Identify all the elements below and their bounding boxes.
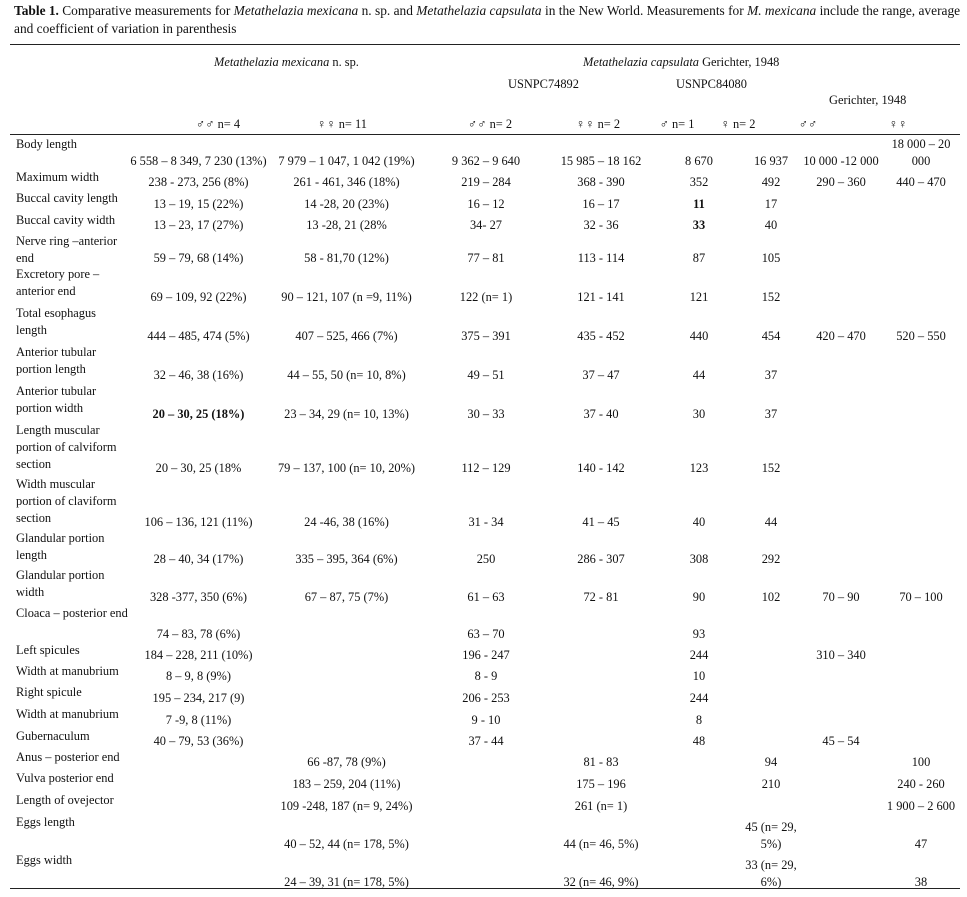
table-cell: [656, 814, 742, 852]
table-cell: 244: [689, 690, 709, 705]
table-cell: [130, 749, 267, 770]
table-cell: 6 558 – 8 349, 7 230 (13%): [130, 153, 267, 168]
header-gerichter: Gerichter, 1948: [829, 93, 907, 107]
table-cell: 79 – 137, 100 (n= 10, 20%): [277, 460, 416, 475]
table-cell: 37: [764, 367, 778, 382]
table-cell: 20 – 30, 25 (18%: [155, 460, 242, 475]
table-cell: 368 - 390: [577, 174, 625, 189]
table-cell: 286 - 307: [577, 551, 625, 566]
table-cell: [800, 476, 882, 530]
table-row: [10, 530, 960, 567]
row-label: Total esophagus length: [16, 306, 97, 337]
col-header-4: ♀♀ n= 2: [575, 117, 621, 131]
table-cell: 121 - 141: [577, 289, 625, 304]
table-cell: 219 – 284: [461, 174, 511, 189]
row-label: Left spicules: [16, 643, 80, 658]
table-cell: [656, 770, 742, 792]
table-row: [10, 684, 960, 706]
table-cell: 81 - 83: [583, 754, 619, 769]
table-cell: 24 – 39, 31 (n= 178, 5%): [284, 874, 409, 889]
table-cell: [800, 530, 882, 567]
table-cell: [656, 852, 742, 890]
table-cell: 13 -28, 21 (28%: [306, 217, 387, 232]
table-cell: 261 - 461, 346 (18%): [293, 174, 400, 189]
header-mexicana-suffix: n. sp.: [329, 55, 359, 69]
table-cell: 16 937: [753, 153, 789, 168]
table-cell: 8 670: [685, 153, 713, 168]
row-label: Vulva posterior end: [16, 771, 114, 786]
header-capsulata: [583, 55, 779, 70]
row-label: Right spicule: [16, 685, 82, 700]
table-cell: 32 – 46, 38 (16%): [153, 367, 244, 382]
table-cell: 1 900 – 2 600: [886, 798, 956, 813]
table-cell: [882, 684, 960, 706]
table-cell: 93: [692, 626, 706, 641]
table-cell: [267, 605, 426, 642]
table-cell: [546, 605, 656, 642]
header-usnpc84080: USNPC84080: [676, 77, 747, 91]
row-label: Excretory pore – anterior end: [16, 267, 100, 298]
table-cell: 37 - 40: [583, 406, 619, 421]
table-cell: 7 979 – 1 047, 1 042 (19%): [278, 153, 415, 168]
table-cell: 152: [761, 460, 781, 475]
table-cell: [882, 728, 960, 749]
row-label: Maximum width: [16, 170, 99, 185]
table-cell: 121: [689, 289, 709, 304]
col-header-3: ♂♂ n= 2: [467, 117, 513, 131]
caption-species-2: Metathelazia capsulata: [416, 3, 542, 18]
table-cell: 90: [692, 589, 706, 604]
table-cell: 440: [689, 328, 709, 343]
table-cell: 18 000 – 20 000: [891, 137, 951, 168]
table-row: [10, 663, 960, 684]
table-row: [10, 136, 960, 169]
table-cell: [800, 605, 882, 642]
table-cell: 10: [692, 668, 706, 683]
table-cell: 123: [689, 460, 709, 475]
caption-species-1: Metathelazia mexicana: [233, 3, 359, 18]
row-label: Anterior tubular portion width: [16, 384, 97, 415]
row-label: Glandular portion width: [16, 568, 105, 599]
table-cell: [130, 770, 267, 792]
header-rule: [10, 134, 960, 135]
table-cell: [546, 728, 656, 749]
table-cell: 32 (n= 46, 9%): [563, 874, 639, 889]
row-label: Length of ovejector: [16, 793, 114, 808]
table-cell: 210: [761, 776, 781, 791]
table-cell: 454: [761, 328, 781, 343]
table-cell: 238 - 273, 256 (8%): [148, 174, 249, 189]
row-label: Body length: [16, 137, 77, 151]
table-cell: 8 – 9, 8 (9%): [165, 668, 232, 683]
table-cell: 69 – 109, 92 (22%): [150, 289, 247, 304]
col-header-7: ♂♂: [798, 117, 818, 131]
col-header-6: ♀ n= 2: [720, 117, 756, 131]
table-label: Table 1.: [14, 3, 59, 18]
table-cell: 48: [692, 733, 706, 748]
table-cell: 34- 27: [469, 217, 502, 232]
table-cell: 70 – 100: [899, 589, 943, 604]
table-cell: 420 – 470: [816, 328, 866, 343]
table-cell: 16 – 17: [582, 196, 620, 211]
table-cell: [426, 770, 546, 792]
caption-text-2: n. sp. and: [358, 3, 417, 18]
table-row: [10, 305, 960, 344]
caption-text-1: Comparative measurements for: [58, 3, 234, 18]
table-cell: 240 - 260: [897, 776, 945, 791]
table-cell: 407 – 525, 466 (7%): [295, 328, 398, 343]
table-cell: 100: [911, 754, 931, 769]
table-cell: [426, 814, 546, 852]
table-cell: 23 – 34, 29 (n= 10, 13%): [284, 406, 409, 421]
table-row: [10, 190, 960, 212]
table-row: [10, 169, 960, 190]
table-cell: [882, 706, 960, 728]
table-cell: [800, 684, 882, 706]
table-cell: 94: [764, 754, 778, 769]
row-label: Width muscular portion of claviform section: [16, 477, 117, 525]
table-cell: 122 (n= 1): [459, 289, 513, 304]
table-cell: 102: [761, 589, 781, 604]
table-cell: [742, 642, 800, 663]
table-cell: 352: [689, 174, 709, 189]
table-cell: 184 – 228, 211 (10%): [144, 647, 253, 662]
table-cell: 45 – 54: [822, 733, 860, 748]
row-label: Eggs width: [16, 853, 73, 868]
table-cell: 13 – 19, 15 (22%): [153, 196, 244, 211]
table-cell: 11: [693, 196, 705, 211]
table-cell: 13 – 23, 17 (27%): [153, 217, 244, 232]
table-cell: 40: [764, 217, 778, 232]
table-cell: 49 – 51: [467, 367, 505, 382]
row-label: Anus – posterior end: [16, 750, 120, 765]
table-cell: 38: [914, 874, 928, 889]
table-cell: [267, 706, 426, 728]
table-cell: [882, 530, 960, 567]
table-row: [10, 266, 960, 305]
table-cell: 61 – 63: [467, 589, 505, 604]
table-cell: [742, 605, 800, 642]
table-cell: 328 -377, 350 (6%): [149, 589, 248, 604]
table-cell: 30 – 33: [467, 406, 505, 421]
table-cell: [267, 642, 426, 663]
measurements-table: [10, 136, 960, 890]
table-cell: [800, 792, 882, 814]
table-cell: [800, 383, 882, 422]
table-cell: [742, 684, 800, 706]
table-row: [10, 212, 960, 233]
table-cell: [742, 792, 800, 814]
table-cell: 37 – 47: [582, 367, 620, 382]
table-row: [10, 422, 960, 476]
table-row: [10, 852, 960, 890]
header-mexicana: [214, 55, 359, 70]
table-cell: [882, 642, 960, 663]
table-cell: [882, 344, 960, 383]
table-cell: [800, 233, 882, 266]
table-cell: [267, 663, 426, 684]
table-cell: 15 985 – 18 162: [560, 153, 642, 168]
table-row: [10, 749, 960, 770]
table-cell: [800, 344, 882, 383]
table-cell: [742, 728, 800, 749]
col-header-5: ♂ n= 1: [659, 117, 695, 131]
table-row: [10, 476, 960, 530]
table-cell: 195 – 234, 217 (9): [152, 690, 245, 705]
table-cell: [546, 684, 656, 706]
table-cell: 30: [692, 406, 706, 421]
table-cell: 112 – 129: [461, 460, 511, 475]
table-cell: 183 – 259, 204 (11%): [292, 776, 401, 791]
table-cell: 67 – 87, 75 (7%): [304, 589, 389, 604]
row-label: Buccal cavity width: [16, 213, 116, 228]
table-cell: 290 – 360: [816, 174, 866, 189]
table-cell: 9 - 10: [471, 712, 501, 727]
table-row: [10, 814, 960, 852]
table-cell: [882, 605, 960, 642]
table-cell: 59 – 79, 68 (14%): [153, 250, 244, 265]
table-cell: 14 -28, 20 (23%): [304, 196, 389, 211]
table-cell: 109 -248, 187 (n= 9, 24%): [280, 798, 413, 813]
table-cell: 74 – 83, 78 (6%): [156, 626, 241, 641]
row-label: Buccal cavity length: [16, 191, 118, 206]
table-cell: 444 – 485, 474 (5%): [147, 328, 250, 343]
table-cell: 292: [761, 551, 781, 566]
table-cell: [742, 706, 800, 728]
top-rule: [10, 44, 960, 45]
table-cell: 206 - 253: [462, 690, 510, 705]
table-row: [10, 770, 960, 792]
table-cell: [130, 792, 267, 814]
table-cell: 45 (n= 29, 5%): [745, 820, 797, 851]
row-label: Eggs length: [16, 815, 75, 830]
table-cell: [546, 642, 656, 663]
table-cell: 41 – 45: [582, 514, 620, 529]
table-cell: 310 – 340: [816, 647, 866, 662]
table-cell: 16 – 12: [467, 196, 505, 211]
table-cell: 63 – 70: [467, 626, 505, 641]
table-cell: 8: [695, 712, 703, 727]
table-cell: 261 (n= 1): [574, 798, 628, 813]
header-mexicana-name: Metathelazia mexicana: [214, 55, 330, 69]
table-cell: [800, 770, 882, 792]
table-cell: [800, 212, 882, 233]
header-capsulata-suffix: Gerichter, 1948: [698, 55, 780, 69]
table-row: [10, 792, 960, 814]
table-cell: [546, 706, 656, 728]
table-cell: [426, 792, 546, 814]
table-cell: 40: [692, 514, 706, 529]
table-cell: 58 - 81,70 (12%): [304, 250, 389, 265]
row-label: Width at manubrium: [16, 664, 119, 679]
row-label: Length muscular portion of calviform section: [16, 423, 117, 471]
table-cell: 47: [914, 836, 928, 851]
table-cell: 44 (n= 46, 5%): [563, 836, 639, 851]
table-caption: [14, 2, 962, 38]
row-label: Gubernaculum: [16, 729, 90, 744]
table-cell: 28 – 40, 34 (17%): [153, 551, 244, 566]
caption-species-3: M. mexicana: [747, 3, 817, 18]
table-row: [10, 706, 960, 728]
table-cell: [800, 190, 882, 212]
table-cell: 17: [764, 196, 778, 211]
table-row: [10, 383, 960, 422]
row-label: Cloaca – posterior end: [16, 606, 128, 621]
table-cell: 250: [476, 551, 496, 566]
table-cell: [426, 852, 546, 890]
table-cell: 196 - 247: [462, 647, 510, 662]
table-cell: 90 – 121, 107 (n =9, 11%): [281, 289, 412, 304]
table-cell: 152: [761, 289, 781, 304]
table-cell: [882, 190, 960, 212]
col-header-2: ♀♀ n= 11: [317, 117, 367, 131]
bottom-rule: [10, 888, 960, 889]
table-cell: 33 (n= 29, 6%): [745, 858, 797, 889]
table-cell: 37 - 44: [468, 733, 504, 748]
table-cell: 37: [764, 406, 778, 421]
table-cell: [800, 749, 882, 770]
table-cell: 66 -87, 78 (9%): [307, 754, 386, 769]
table-cell: [800, 266, 882, 305]
table-cell: 308: [689, 551, 709, 566]
header-usnpc74892: USNPC74892: [508, 77, 579, 91]
table-cell: [800, 663, 882, 684]
table-cell: [800, 852, 882, 890]
table-cell: [882, 422, 960, 476]
table-cell: 44: [692, 367, 706, 382]
table-cell: 244: [689, 647, 709, 662]
col-header-1: ♂♂ n= 4: [195, 117, 241, 131]
table-row: [10, 642, 960, 663]
table-cell: 440 – 470: [896, 174, 946, 189]
row-label: Nerve ring –anterior end: [16, 234, 118, 265]
table-cell: 72 - 81: [583, 589, 619, 604]
table-cell: [882, 212, 960, 233]
table-cell: [882, 663, 960, 684]
table-cell: 113 - 114: [577, 250, 625, 265]
table-cell: 24 -46, 38 (16%): [304, 514, 389, 529]
table-cell: 492: [761, 174, 781, 189]
table-cell: [130, 852, 267, 890]
table-cell: [656, 749, 742, 770]
table-row: [10, 567, 960, 605]
table-cell: [130, 814, 267, 852]
table-cell: 70 – 90: [822, 589, 860, 604]
table-cell: [800, 422, 882, 476]
table-cell: 375 – 391: [461, 328, 511, 343]
table-cell: 44: [764, 514, 778, 529]
table-cell: 105: [761, 250, 781, 265]
caption-text-4: include the range, average and coefficient of variation in parenthesis: [14, 3, 961, 36]
header-capsulata-name: Metathelazia capsulata: [583, 55, 699, 69]
table-cell: 140 - 142: [577, 460, 625, 475]
table-row: [10, 728, 960, 749]
table-cell: 40 – 52, 44 (n= 178, 5%): [284, 836, 409, 851]
table-cell: 520 – 550: [896, 328, 946, 343]
table-cell: 33: [692, 217, 706, 232]
table-cell: 31 - 34: [468, 514, 504, 529]
table-cell: [800, 706, 882, 728]
table-cell: 87: [692, 250, 706, 265]
table-cell: 175 – 196: [576, 776, 626, 791]
table-cell: [656, 792, 742, 814]
table-cell: 435 - 452: [577, 328, 625, 343]
row-label: Anterior tubular portion length: [16, 345, 97, 376]
table-row: [10, 233, 960, 266]
row-label: Width at manubrium: [16, 707, 119, 722]
table-row: [10, 605, 960, 642]
table-cell: 20 – 30, 25 (18%): [152, 406, 245, 421]
table-cell: [546, 663, 656, 684]
table-cell: 10 000 -12 000: [803, 153, 879, 168]
table-cell: [882, 266, 960, 305]
table-cell: [742, 663, 800, 684]
table-cell: [800, 814, 882, 852]
table-cell: [882, 383, 960, 422]
table-cell: [267, 728, 426, 749]
table-cell: [267, 684, 426, 706]
table-cell: 7 -9, 8 (11%): [165, 712, 232, 727]
caption-text-3: in the New World. Measurements for: [541, 3, 748, 18]
table-cell: [882, 476, 960, 530]
table-cell: [882, 233, 960, 266]
table-cell: 44 – 55, 50 (n= 10, 8%): [287, 367, 406, 382]
row-label: Glandular portion length: [16, 531, 105, 562]
table-cell: 77 – 81: [467, 250, 505, 265]
table-cell: 40 – 79, 53 (36%): [153, 733, 244, 748]
table-cell: 106 – 136, 121 (11%): [144, 514, 253, 529]
table-cell: 8 - 9: [474, 668, 498, 683]
table-cell: [426, 749, 546, 770]
table-row: [10, 344, 960, 383]
table-cell: 9 362 – 9 640: [451, 153, 521, 168]
table-cell: 32 - 36: [583, 217, 619, 232]
table-cell: 335 – 395, 364 (6%): [295, 551, 398, 566]
col-header-8: ♀♀: [888, 117, 908, 131]
